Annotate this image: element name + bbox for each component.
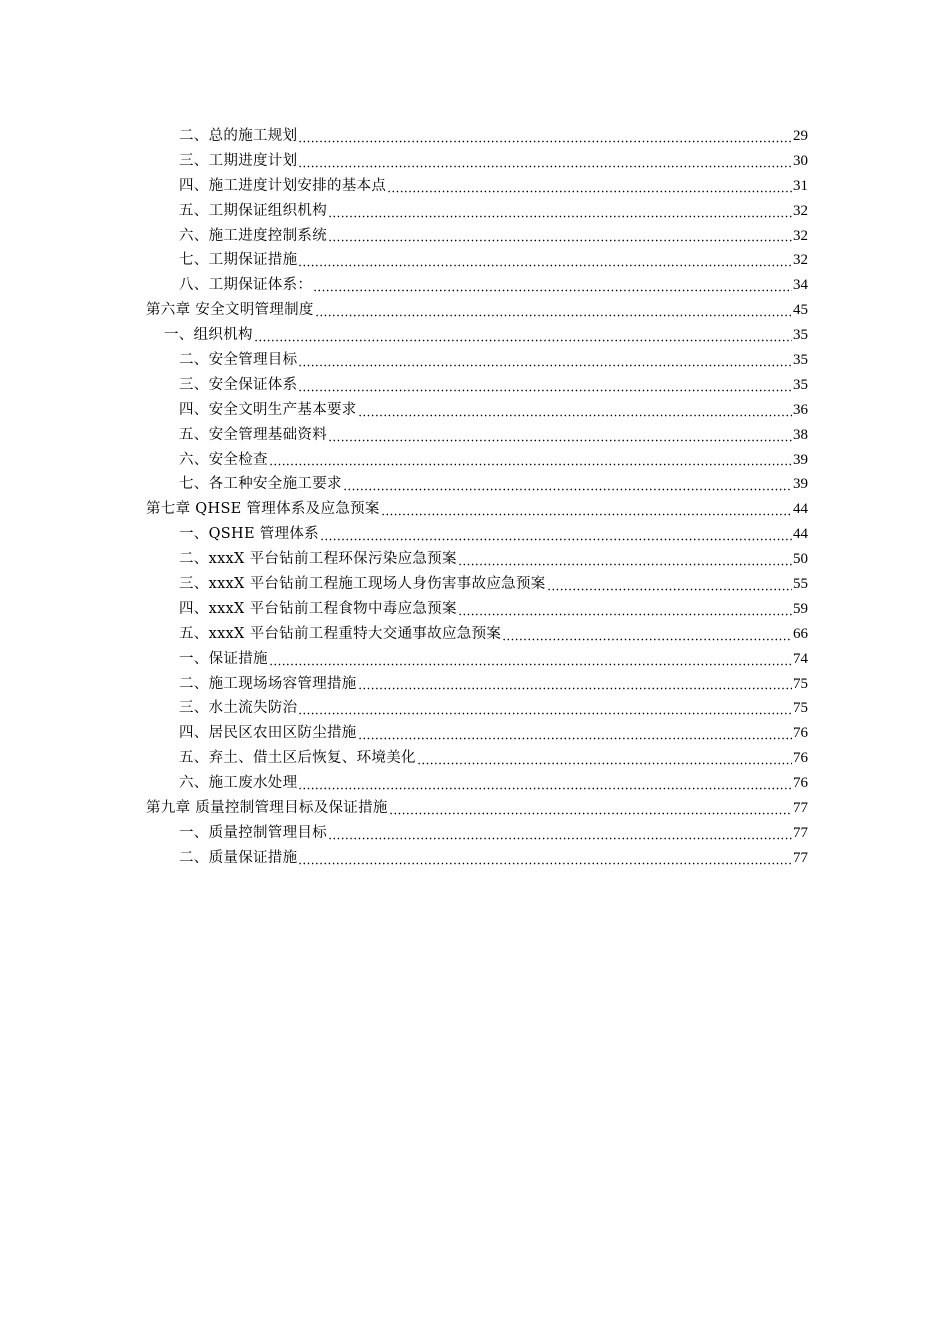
toc-dot-leader <box>313 278 792 292</box>
toc-section-entry[interactable] <box>146 771 808 796</box>
toc-entry-title: 四、安全文明生产基本要求 <box>179 401 357 418</box>
toc-dot-leader <box>458 602 792 616</box>
toc-page-number: 39 <box>793 476 808 493</box>
toc-page-number: 32 <box>793 227 808 244</box>
toc-section-entry[interactable] <box>146 224 808 249</box>
toc-chapter-entry[interactable] <box>146 298 808 323</box>
toc-page-number: 35 <box>793 376 808 393</box>
toc-section-entry[interactable] <box>146 373 808 398</box>
toc-entry-title: 五、工期保证组织机构 <box>179 202 327 219</box>
toc-entry-title: 七、工期保证措施 <box>179 252 298 269</box>
toc-page-number: 32 <box>793 202 808 219</box>
toc-entry-title: 八、工期保证体系： <box>179 277 313 294</box>
toc-page-number: 50 <box>793 551 808 568</box>
toc-dot-leader <box>502 627 792 641</box>
toc-entry-title: 二、总的施工规划 <box>179 128 298 144</box>
toc-dot-leader <box>298 701 792 715</box>
toc-page-number: 39 <box>793 451 808 468</box>
toc-section-entry[interactable] <box>146 846 808 871</box>
toc-dot-leader <box>298 353 792 367</box>
toc-dot-leader <box>254 328 792 342</box>
toc-dot-leader <box>387 179 792 193</box>
toc-dot-leader <box>269 652 792 666</box>
toc-dot-leader <box>358 403 792 417</box>
toc-entry-title: 七、各工种安全施工要求 <box>179 476 342 493</box>
toc-page-number: 29 <box>793 128 808 144</box>
toc-dot-leader <box>328 204 792 218</box>
toc-section-entry[interactable] <box>146 398 808 423</box>
toc-dot-leader <box>298 776 792 790</box>
toc-page-number: 32 <box>793 252 808 269</box>
toc-page-number: 38 <box>793 426 808 443</box>
toc-section-entry[interactable] <box>146 199 808 224</box>
toc-section-entry[interactable] <box>146 448 808 473</box>
toc-dot-leader <box>298 851 792 865</box>
toc-page-number: 77 <box>793 800 808 817</box>
toc-page-number: 31 <box>793 177 808 194</box>
toc-entry-title: 二、xxxX 平台钻前工程环保污染应急预案 <box>179 551 457 568</box>
toc-chapter-entry[interactable] <box>146 796 808 821</box>
toc-section-entry[interactable] <box>146 721 808 746</box>
toc-entry-title: 二、施工现场场容管理措施 <box>179 675 357 692</box>
toc-dot-leader <box>298 154 792 168</box>
toc-entry-title: 五、xxxX 平台钻前工程重特大交通事故应急预案 <box>179 625 502 642</box>
toc-dot-leader <box>417 751 792 765</box>
toc-section-entry[interactable] <box>146 746 808 771</box>
toc-section-entry[interactable] <box>146 472 808 497</box>
toc-page-number: 66 <box>793 625 808 642</box>
toc-section-entry[interactable] <box>146 821 808 846</box>
toc-entry-title: 四、施工进度计划安排的基本点 <box>179 177 387 194</box>
toc-entry-title: 三、工期进度计划 <box>179 152 298 169</box>
toc-section-entry[interactable] <box>146 547 808 572</box>
toc-dot-leader <box>328 826 792 840</box>
toc-entry-title: 二、质量保证措施 <box>179 849 298 866</box>
toc-dot-leader <box>389 801 792 815</box>
toc-dot-leader <box>269 452 792 466</box>
toc-page-number: 76 <box>793 775 808 792</box>
toc-section-entry[interactable] <box>146 248 808 273</box>
toc-section-entry[interactable] <box>146 696 808 721</box>
toc-page-number: 36 <box>793 401 808 418</box>
toc-entry-title: 四、居民区农田区防尘措施 <box>179 725 357 742</box>
toc-section-entry[interactable] <box>146 647 808 672</box>
toc-entry-title: 五、安全管理基础资料 <box>179 426 327 443</box>
toc-entry-title: 一、质量控制管理目标 <box>179 824 327 841</box>
toc-section-entry[interactable] <box>146 149 808 174</box>
toc-page-number: 55 <box>793 576 808 593</box>
toc-page-number: 74 <box>793 650 808 667</box>
toc-dot-leader <box>458 552 792 566</box>
toc-section-entry[interactable] <box>146 597 808 622</box>
toc-entry-title: 三、xxxX 平台钻前工程施工现场人身伤害事故应急预案 <box>179 576 546 593</box>
toc-dot-leader <box>315 303 792 317</box>
toc-page-number: 76 <box>793 750 808 767</box>
toc-dot-leader <box>358 676 792 690</box>
toc-section-entry[interactable] <box>146 522 808 547</box>
toc-section-entry[interactable] <box>146 124 808 149</box>
toc-dot-leader <box>358 726 792 740</box>
toc-entry-title: 六、安全检查 <box>179 451 268 468</box>
toc-dot-leader <box>547 577 792 591</box>
toc-page-number: 75 <box>793 700 808 717</box>
toc-entry-title: 六、施工废水处理 <box>179 775 298 792</box>
toc-page-number: 44 <box>793 501 808 518</box>
toc-page-number: 45 <box>793 302 808 319</box>
toc-section-entry[interactable] <box>146 672 808 697</box>
toc-entry-title: 一、保证措施 <box>179 650 268 667</box>
toc-dot-leader <box>320 527 792 541</box>
toc-section-entry[interactable] <box>146 572 808 597</box>
toc-entry-title: 第六章 安全文明管理制度 <box>146 302 314 319</box>
toc-entry-title: 五、弃土、借土区后恢复、环境美化 <box>179 750 416 767</box>
toc-page-number: 35 <box>793 352 808 369</box>
table-of-contents <box>146 124 808 871</box>
toc-dot-leader <box>328 428 792 442</box>
toc-dot-leader <box>298 129 792 143</box>
toc-section-entry[interactable] <box>146 622 808 647</box>
toc-entry-title: 六、施工进度控制系统 <box>179 227 327 244</box>
toc-page-number: 44 <box>793 526 808 543</box>
toc-dot-leader <box>381 502 792 516</box>
toc-dot-leader <box>328 228 792 242</box>
toc-section-entry[interactable] <box>146 323 808 348</box>
toc-section-entry[interactable] <box>146 348 808 373</box>
toc-page-number: 75 <box>793 675 808 692</box>
toc-page-number: 35 <box>793 327 808 344</box>
toc-entry-title: 一、组织机构 <box>164 327 253 344</box>
toc-section-entry[interactable] <box>146 423 808 448</box>
toc-entry-title: 四、xxxX 平台钻前工程食物中毒应急预案 <box>179 600 457 617</box>
toc-dot-leader <box>343 477 792 491</box>
toc-entry-title: 一、QSHE 管理体系 <box>179 526 319 543</box>
toc-section-entry[interactable] <box>146 273 808 298</box>
toc-section-entry[interactable] <box>146 174 808 199</box>
toc-entry-title: 三、安全保证体系 <box>179 376 298 393</box>
toc-dot-leader <box>298 253 792 267</box>
toc-page-number: 76 <box>793 725 808 742</box>
toc-entry-title: 第九章 质量控制管理目标及保证措施 <box>146 800 388 817</box>
toc-entry-title: 第七章 QHSE 管理体系及应急预案 <box>146 501 380 518</box>
toc-dot-leader <box>298 378 792 392</box>
toc-page-number: 77 <box>793 824 808 841</box>
toc-chapter-entry[interactable] <box>146 497 808 522</box>
toc-page-number: 30 <box>793 152 808 169</box>
toc-page-number: 77 <box>793 849 808 866</box>
toc-entry-title: 三、水土流失防治 <box>179 700 298 717</box>
toc-entry-title: 二、安全管理目标 <box>179 352 298 369</box>
toc-page-number: 59 <box>793 600 808 617</box>
toc-page-number: 34 <box>793 277 808 294</box>
